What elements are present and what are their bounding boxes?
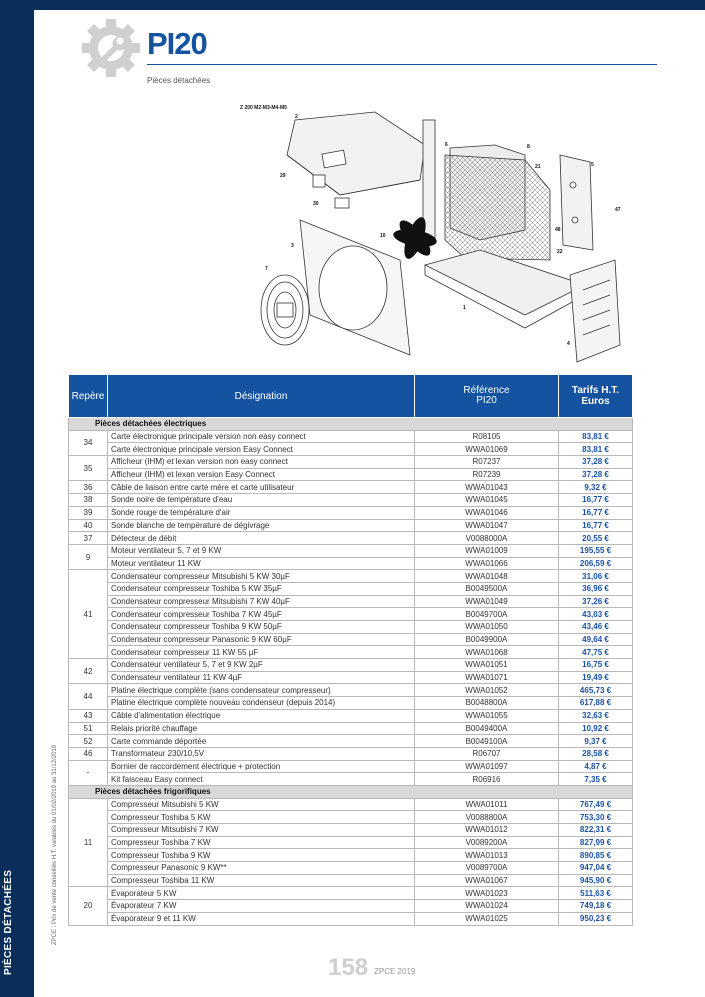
price-cell: 37,26 € <box>559 595 633 608</box>
designation-cell: Carte commande déportée <box>108 735 415 748</box>
price-cell: 511,63 € <box>559 887 633 900</box>
reference-cell: WWA01048 <box>415 570 559 583</box>
reference-cell: R06916 <box>415 773 559 786</box>
part-label: 5 <box>591 162 594 168</box>
sidebar-label: PIÈCES DÉTACHÉES <box>3 869 14 975</box>
price-cell: 4,87 € <box>559 760 633 773</box>
table-row <box>69 519 633 532</box>
reference-cell: B0049400A <box>415 722 559 735</box>
price-cell: 43,46 € <box>559 621 633 634</box>
reference-cell: R07239 <box>415 468 559 481</box>
designation-cell: Afficheur (IHM) et lexan version non easy connect <box>108 456 415 469</box>
table-row <box>69 697 633 710</box>
price-cell: 465,73 € <box>559 684 633 697</box>
section-title: Pièces détachées frigorifiques <box>69 785 633 798</box>
page-title: PI20 <box>147 26 207 61</box>
price-cell: 16,77 € <box>559 506 633 519</box>
price-cell: 749,18 € <box>559 900 633 913</box>
header-tarif <box>559 375 633 418</box>
designation-cell: Sonde noire de température d'eau <box>108 494 415 507</box>
designation-cell: Évaporateur 5 KW <box>108 887 415 900</box>
designation-cell: Platine électrique complète (sans condensateur compresseur) <box>108 684 415 697</box>
header-designation: Désignation <box>108 375 415 418</box>
repere-cell: 34 <box>69 430 108 455</box>
designation-cell: Relais priorité chauffage <box>108 722 415 735</box>
price-cell: 827,99 € <box>559 836 633 849</box>
table-row <box>69 760 633 773</box>
price-cell: 617,88 € <box>559 697 633 710</box>
designation-cell: Câble de liaison entre carte mère et carte utilisateur <box>108 481 415 494</box>
reference-cell: V0089700A <box>415 862 559 875</box>
reference-cell: WWA01013 <box>415 849 559 862</box>
designation-cell: Kit faisceau Easy connect <box>108 773 415 786</box>
repere-cell: 9 <box>69 544 108 569</box>
reference-cell: WWA01052 <box>415 684 559 697</box>
reference-cell: R07237 <box>415 456 559 469</box>
reference-cell: WWA01046 <box>415 506 559 519</box>
table-header-row <box>69 375 633 418</box>
table-row <box>69 582 633 595</box>
part-label: 6 <box>445 142 448 148</box>
reference-cell: V0088000A <box>415 532 559 545</box>
table-row <box>69 747 633 760</box>
price-cell: 31,06 € <box>559 570 633 583</box>
table-row <box>69 773 633 786</box>
reference-cell: WWA01055 <box>415 709 559 722</box>
part-label: 10 <box>380 233 386 239</box>
repere-cell: 36 <box>69 481 108 494</box>
table-row <box>69 557 633 570</box>
reference-cell: WWA01051 <box>415 659 559 672</box>
reference-cell: WWA01066 <box>415 557 559 570</box>
part-label: 3 <box>291 243 294 249</box>
reference-cell: R06707 <box>415 747 559 760</box>
price-cell: 83,81 € <box>559 430 633 443</box>
designation-cell: Câble d'alimentation électrique <box>108 709 415 722</box>
designation-cell: Condensateur compresseur Mitsubishi 5 KW 30µF <box>108 570 415 583</box>
table-row <box>69 862 633 875</box>
repere-cell: 35 <box>69 456 108 481</box>
table-row <box>69 633 633 646</box>
reference-cell: WWA01097 <box>415 760 559 773</box>
designation-cell: Condensateur ventilateur 5, 7 et 9 KW 2µF <box>108 659 415 672</box>
table-row <box>69 671 633 684</box>
price-cell: 950,23 € <box>559 912 633 925</box>
header-reference <box>415 375 559 418</box>
part-label: 2 <box>295 114 298 120</box>
repere-cell: 37 <box>69 532 108 545</box>
reference-cell: WWA01071 <box>415 671 559 684</box>
sidebar <box>0 0 34 997</box>
table-row <box>69 849 633 862</box>
table-row <box>69 735 633 748</box>
exploded-view-diagram <box>225 100 630 368</box>
table-row <box>69 532 633 545</box>
parts-table <box>68 374 633 926</box>
table-row <box>69 608 633 621</box>
table-row <box>69 811 633 824</box>
designation-cell: Évaporateur 9 et 11 KW <box>108 912 415 925</box>
designation-cell: Compresseur Mitsubishi 7 KW <box>108 824 415 837</box>
repere-cell: 46 <box>69 747 108 760</box>
reference-cell: WWA01009 <box>415 544 559 557</box>
part-label: 8 <box>527 144 530 150</box>
reference-cell: WWA01050 <box>415 621 559 634</box>
designation-cell: Carte électronique principale version Easy Connect <box>108 443 415 456</box>
designation-cell: Transformateur 230/10,5V <box>108 747 415 760</box>
reference-cell: WWA01011 <box>415 798 559 811</box>
table-row <box>69 912 633 925</box>
table-row <box>69 621 633 634</box>
part-label: 1 <box>463 305 466 311</box>
price-cell: 37,28 € <box>559 468 633 481</box>
designation-cell: Afficheur (IHM) et lexan version Easy Connect <box>108 468 415 481</box>
table-row <box>69 836 633 849</box>
table-row <box>69 659 633 672</box>
part-label: 7 <box>265 266 268 272</box>
table-row <box>69 595 633 608</box>
section-row <box>69 418 633 431</box>
table-row <box>69 684 633 697</box>
reference-cell: WWA01025 <box>415 912 559 925</box>
price-cell: 10,92 € <box>559 722 633 735</box>
price-cell: 206,59 € <box>559 557 633 570</box>
gear-wrench-icon <box>80 17 142 79</box>
price-cell: 947,04 € <box>559 862 633 875</box>
price-cell: 7,35 € <box>559 773 633 786</box>
top-bar <box>0 0 705 10</box>
repere-cell: 40 <box>69 519 108 532</box>
table-row <box>69 430 633 443</box>
designation-cell: Condensateur compresseur 11 KW 55 µF <box>108 646 415 659</box>
reference-cell: B0049500A <box>415 582 559 595</box>
designation-cell: Condensateur compresseur Toshiba 7 KW 45µF <box>108 608 415 621</box>
table-row <box>69 468 633 481</box>
price-cell: 37,28 € <box>559 456 633 469</box>
repere-cell: 41 <box>69 570 108 659</box>
table-row <box>69 887 633 900</box>
designation-cell: Condensateur ventilateur 11 KW 4µF <box>108 671 415 684</box>
price-cell: 195,55 € <box>559 544 633 557</box>
table-row <box>69 544 633 557</box>
section-row <box>69 785 633 798</box>
reference-cell: WWA01067 <box>415 874 559 887</box>
repere-cell: 43 <box>69 709 108 722</box>
designation-cell: Évaporateur 7 KW <box>108 900 415 913</box>
repere-cell: 11 <box>69 798 108 887</box>
price-cell: 49,64 € <box>559 633 633 646</box>
part-label: 4 <box>567 341 570 347</box>
price-cell: 28,58 € <box>559 747 633 760</box>
reference-cell: B0049100A <box>415 735 559 748</box>
designation-cell: Compresseur Toshiba 5 KW <box>108 811 415 824</box>
price-cell: 43,03 € <box>559 608 633 621</box>
price-cell: 47,75 € <box>559 646 633 659</box>
table-row <box>69 494 633 507</box>
part-label: 22 <box>557 249 563 255</box>
reference-cell: V0088800A <box>415 811 559 824</box>
repere-cell: 39 <box>69 506 108 519</box>
repere-cell: 20 <box>69 887 108 925</box>
reference-cell: WWA01047 <box>415 519 559 532</box>
designation-cell: Moteur ventilateur 5, 7 et 9 KW <box>108 544 415 557</box>
reference-cell: WWA01024 <box>415 900 559 913</box>
table-row <box>69 722 633 735</box>
part-label: 21 <box>535 164 541 170</box>
reference-cell: WWA01068 <box>415 646 559 659</box>
table-row <box>69 570 633 583</box>
designation-cell: Détecteur de débit <box>108 532 415 545</box>
repere-cell: - <box>69 760 108 785</box>
table-row <box>69 646 633 659</box>
designation-cell: Bornier de raccordement électrique + protection <box>108 760 415 773</box>
parts-table-body <box>69 418 633 926</box>
page-subtitle: Pièces détachées <box>147 76 211 85</box>
price-cell: 19,49 € <box>559 671 633 684</box>
table-row <box>69 709 633 722</box>
reference-cell: V0089200A <box>415 836 559 849</box>
reference-cell: WWA01049 <box>415 595 559 608</box>
table-row <box>69 506 633 519</box>
repere-cell: 51 <box>69 722 108 735</box>
reference-cell: B0048800A <box>415 697 559 710</box>
table-row <box>69 481 633 494</box>
designation-cell: Condensateur compresseur Toshiba 5 KW 35µF <box>108 582 415 595</box>
table-row <box>69 824 633 837</box>
designation-cell: Condensateur compresseur Toshiba 9 KW 50µF <box>108 621 415 634</box>
designation-cell: Compresseur Toshiba 11 KW <box>108 874 415 887</box>
price-cell: 945,90 € <box>559 874 633 887</box>
repere-cell: 52 <box>69 735 108 748</box>
price-cell: 16,75 € <box>559 659 633 672</box>
section-title: Pièces détachées électriques <box>69 418 633 431</box>
part-label: 30 <box>313 201 319 207</box>
part-label: 29 <box>280 173 286 179</box>
reference-cell: B0049900A <box>415 633 559 646</box>
page-brand: ZPCE 2019 <box>374 967 416 976</box>
table-row <box>69 900 633 913</box>
reference-cell: WWA01069 <box>415 443 559 456</box>
reference-cell: B0049700A <box>415 608 559 621</box>
header-tarif-line2: Euros <box>581 396 610 407</box>
price-cell: 890,85 € <box>559 849 633 862</box>
part-label: 48 <box>555 227 561 233</box>
designation-cell: Sonde blanche de température de dégivrage <box>108 519 415 532</box>
reference-cell: WWA01012 <box>415 824 559 837</box>
validity-note: ZPCE : Prix de vente conseillés H.T. valables du 01/02/2019 au 31/12/2019 <box>52 744 58 945</box>
price-cell: 83,81 € <box>559 443 633 456</box>
price-cell: 32,63 € <box>559 709 633 722</box>
header-repere: Repère <box>69 375 108 418</box>
price-cell: 822,31 € <box>559 824 633 837</box>
designation-cell: Moteur ventilateur 11 KW <box>108 557 415 570</box>
repere-cell: 38 <box>69 494 108 507</box>
designation-cell: Carte électronique principale version non easy connect <box>108 430 415 443</box>
table-row <box>69 456 633 469</box>
price-cell: 9,37 € <box>559 735 633 748</box>
diagram-model-code: Z 200 M2-M3-M4-M5 <box>240 105 287 111</box>
designation-cell: Condensateur compresseur Mitsubishi 7 KW 40µF <box>108 595 415 608</box>
reference-cell: R08105 <box>415 430 559 443</box>
price-cell: 20,55 € <box>559 532 633 545</box>
designation-cell: Compresseur Toshiba 9 KW <box>108 849 415 862</box>
designation-cell: Compresseur Mitsubishi 5 KW <box>108 798 415 811</box>
header-reference-line1: Référence <box>463 385 510 396</box>
designation-cell: Platine électrique complète nouveau condenseur (depuis 2014) <box>108 697 415 710</box>
repere-cell: 42 <box>69 659 108 684</box>
designation-cell: Sonde rouge de température d'air <box>108 506 415 519</box>
repere-cell: 44 <box>69 684 108 709</box>
reference-cell: WWA01043 <box>415 481 559 494</box>
designation-cell: Compresseur Toshiba 7 KW <box>108 836 415 849</box>
price-cell: 16,77 € <box>559 519 633 532</box>
table-row <box>69 798 633 811</box>
price-cell: 36,96 € <box>559 582 633 595</box>
price-cell: 9,32 € <box>559 481 633 494</box>
price-cell: 16,77 € <box>559 494 633 507</box>
page-number: 158 <box>328 954 369 981</box>
price-cell: 767,49 € <box>559 798 633 811</box>
price-cell: 753,30 € <box>559 811 633 824</box>
header-tarif-line1: Tarifs H.T. <box>571 385 620 396</box>
designation-cell: Condensateur compresseur Panasonic 9 KW 60µF <box>108 633 415 646</box>
reference-cell: WWA01045 <box>415 494 559 507</box>
designation-cell: Compresseur Panasonic 9 KW** <box>108 862 415 875</box>
part-label: 47 <box>615 207 621 213</box>
table-row <box>69 874 633 887</box>
title-divider <box>147 64 657 65</box>
reference-cell: WWA01023 <box>415 887 559 900</box>
header-reference-line2: PI20 <box>476 395 497 406</box>
table-row <box>69 443 633 456</box>
